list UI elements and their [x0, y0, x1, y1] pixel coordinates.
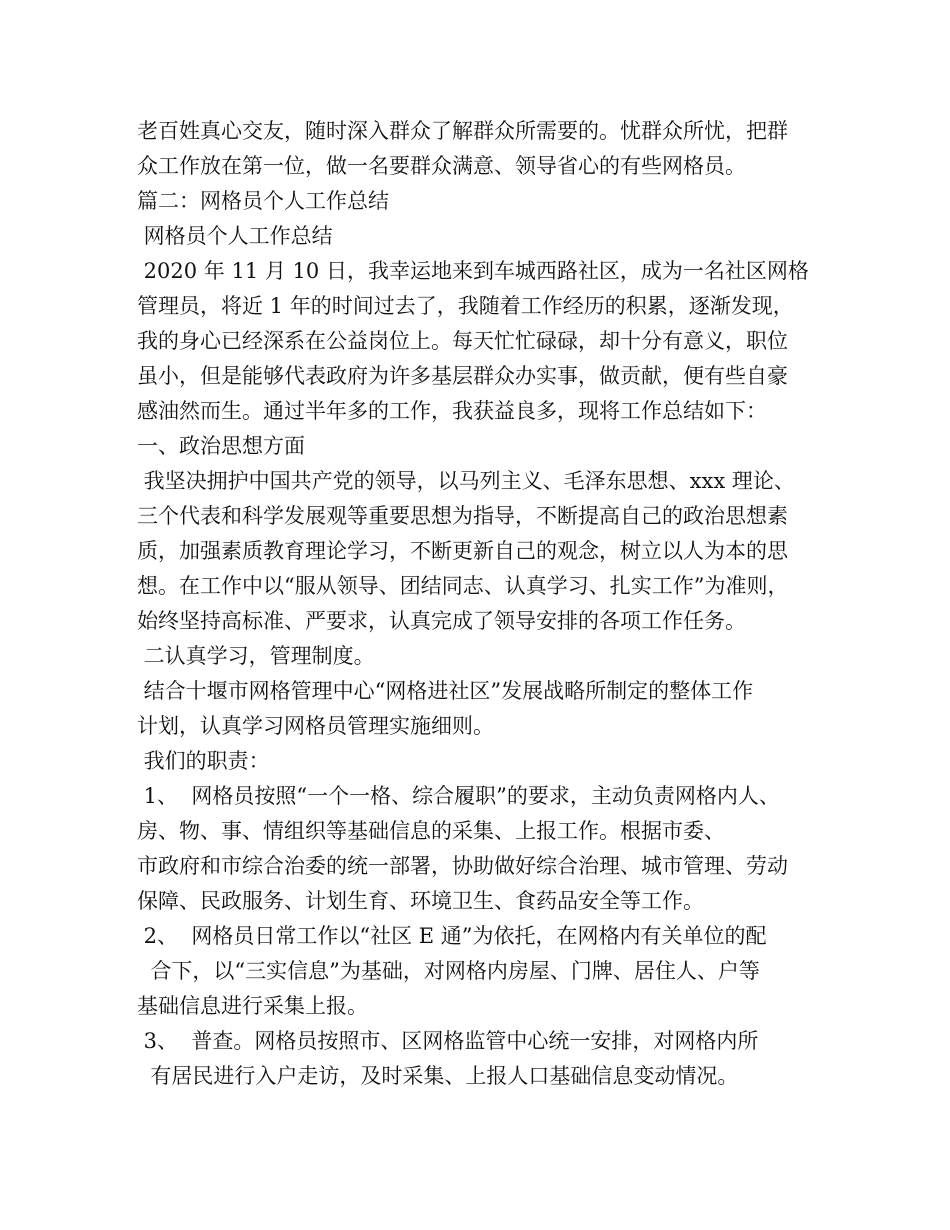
text-line: 虽小，但是能够代表政府为许多基层群众办实事，做贡献，便有些自豪	[137, 364, 788, 388]
text-line: 众工作放在第一位，做一名要群众满意、领导省心的有些网格员。	[137, 154, 746, 178]
text-line: 我的身心已经深系在公益岗位上。每天忙忙碌碌，却十分有意义，职位	[137, 329, 788, 353]
text-line: 结合十堰市网格管理中心“网格进社区”发展战略所制定的整体工作	[137, 679, 754, 703]
section-heading: 一、政治思想方面	[137, 434, 305, 458]
list-item-line: 市政府和市综合治委的统一部署，协助做好综合治理、城市管理、劳动	[137, 854, 788, 878]
text-line: 2020 年 11 月 10 日，我幸运地来到车城西路社区，成为一名社区网格	[137, 259, 809, 283]
list-item-line: 保障、民政服务、计划生育、环境卫生、食药品安全等工作。	[137, 889, 704, 913]
list-item-line: 2、 网格员日常工作以“社区 E 通”为依托，在网格内有关单位的配	[137, 924, 767, 948]
text-line: 我坚决拥护中国共产党的领导，以马列主义、毛泽东思想、xxx 理论、	[137, 469, 795, 493]
text-line: 感油然而生。通过半年多的工作，我获益良多，现将工作总结如下：	[137, 399, 767, 423]
list-item-line: 房、物、事、情组织等基础信息的采集、上报工作。根据市委、	[137, 819, 725, 843]
text-line: 质，加强素质教育理论学习，不断更新自己的观念，树立以人为本的思	[137, 539, 788, 563]
text-line: 管理员，将近 1 年的时间过去了，我随着工作经历的积累，逐渐发现，	[137, 294, 794, 318]
list-item-line: 有居民进行入户走访，及时采集、上报人口基础信息变动情况。	[137, 1064, 739, 1088]
list-item-line: 1、 网格员按照“一个一格、综合履职”的要求，主动负责网格内人、	[137, 784, 780, 808]
text-line: 我们的职责：	[137, 749, 270, 773]
text-line: 始终坚持高标准、严要求，认真完成了领导安排的各项工作任务。	[137, 609, 746, 633]
text-line: 三个代表和科学发展观等重要思想为指导，不断提高自己的政治思想素	[137, 504, 788, 528]
article-title: 网格员个人工作总结	[137, 224, 333, 248]
list-item-line: 3、 普查。网格员按照市、区网格监管中心统一安排，对网格内所	[137, 1029, 759, 1053]
list-item-line: 合下，以“三实信息”为基础，对网格内房屋、门牌、居住人、户等	[137, 959, 760, 983]
section-heading: 篇二：网格员个人工作总结	[137, 189, 389, 213]
section-heading: 二认真学习，管理制度。	[137, 644, 375, 668]
text-line: 想。在工作中以“服从领导、团结同志、认真学习、扎实工作”为准则，	[137, 574, 789, 598]
document-body	[137, 114, 837, 1094]
list-item-line: 基础信息进行采集上报。	[137, 994, 368, 1018]
text-line: 计划，认真学习网格员管理实施细则。	[137, 714, 494, 738]
text-line: 老百姓真心交友，随时深入群众了解群众所需要的。忧群众所忧，把群	[137, 119, 788, 143]
